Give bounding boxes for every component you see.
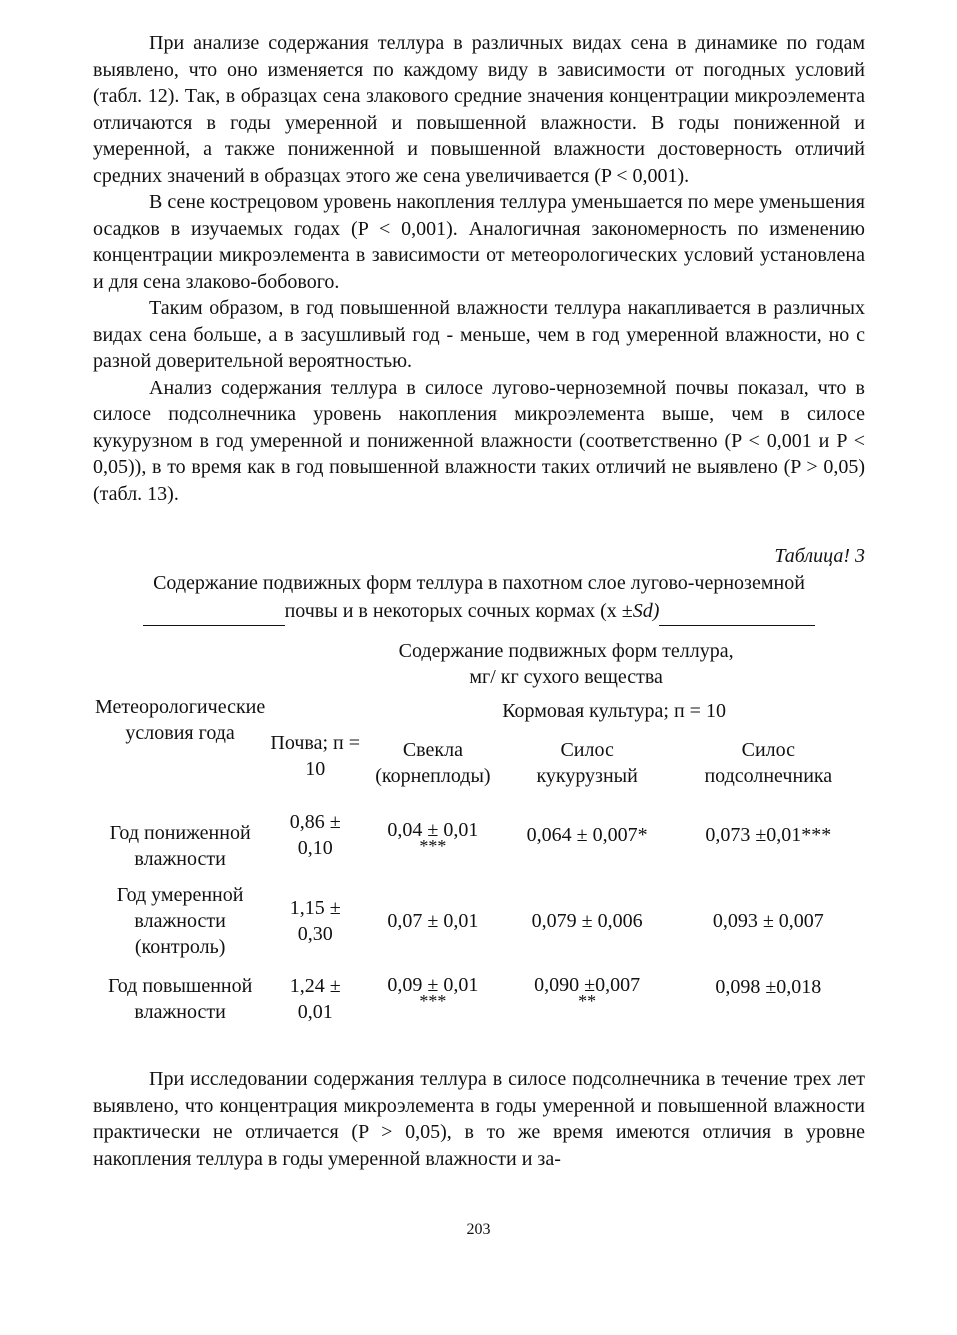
row-1-sunflower: 0,073 ±0,01*** [705, 824, 832, 846]
row-1-corn: 0,064 ± 0,007* [526, 824, 648, 846]
header-corn: Силос кукурузный [536, 739, 638, 787]
row-1-soil: 0,86 ± 0,10 [289, 811, 341, 859]
row-2-soil: 1,15 ± 0,30 [289, 897, 341, 945]
document-page [93, 30, 865, 1172]
table-caption-line-1: Содержание подвижных форм теллура в пахотном слое лугово-черноземной [153, 572, 805, 594]
row-3-beet-value: 0,09 ± 0,01 [387, 974, 479, 996]
row-3-condition: Год повышенной влажности [107, 975, 253, 1023]
header-conditions: Метеорологические условия года [95, 696, 266, 744]
caption-line-2-text: почвы и в некоторых сочных кормах (х ± [284, 600, 633, 622]
row-3-beet [363, 968, 502, 1030]
header-beet: Свекла (корнеплоды) [375, 739, 491, 787]
row-2-condition: Год умеренной влажности (контроль) [116, 884, 244, 958]
caption-rule-right [659, 597, 815, 626]
paragraph-3: Таким образом, в год повышенной влажности теллура накапливается в различных видах сена больше, а в засушливый год - меньше, чем в год умеренной влажности, но с разной доверительной вероятностью. [93, 297, 865, 372]
row-3-sunflower: 0,098 ±0,018 [715, 976, 822, 998]
caption-line-2-sd: Sd) [632, 600, 660, 622]
row-3-corn-value: 0,090 ±0,007 [534, 974, 641, 996]
header-content-group: Содержание подвижных форм теллура, мг/ кг сухого вещества [398, 640, 734, 688]
table-number: Таблица! 3 [774, 545, 865, 567]
header-crop-group: Кормовая культура; п = 10 [502, 700, 726, 722]
paragraph-4: Анализ содержания теллура в силосе лугово-черноземной почвы показал, что в силосе подсолнечника уровень накопления микроэлемента выше, чем в силосе кукурузном в год умеренной и пониженной влажности (соответственно (P < 0,001 и P < 0,05)), в то время как в год повышенной влажности таких отличий не выявлено (P > 0,05) (табл. 13). [93, 376, 865, 505]
table-row [93, 968, 865, 1030]
row-1-condition: Год пониженной влажности [109, 822, 251, 870]
row-2-beet: 0,07 ± 0,01 [387, 910, 479, 932]
table-row [93, 874, 865, 968]
row-3-soil: 1,24 ± 0,01 [289, 975, 341, 1023]
table-caption-line-2 [93, 597, 865, 626]
row-1-beet [363, 796, 502, 874]
row-3-beet-mark: *** [419, 991, 447, 1011]
row-3-corn [503, 968, 672, 1030]
row-3-corn-mark: ** [578, 991, 597, 1011]
header-sunflower: Силос подсолнечника [704, 739, 833, 787]
row-1-beet-mark: *** [419, 836, 447, 856]
row-2-corn: 0,079 ± 0,006 [531, 910, 643, 932]
row-1-beet-value: 0,04 ± 0,01 [387, 819, 479, 841]
paragraph-1: При анализе содержания теллура в различных видах сена в динамике по годам выявлено, что оно изменяется по каждому виду в зависимости от погодных условий (табл. 12). Так, в образцах сена злакового средние значения концентрации микроэлемента отличаются в годы умеренной и повышенной влажности. В годы пониженной и умеренной, а также пониженной и повышенной влажности достоверность отличий средних значений в образцах этого же сена увеличивается (P < 0,001). [93, 32, 865, 187]
header-soil: Почва; п = 10 [270, 732, 360, 780]
tellurium-table [93, 636, 865, 1030]
caption-rule-left [143, 597, 285, 626]
page-number: 203 [466, 1221, 491, 1238]
paragraph-2: В сене кострецовом уровень накопления теллура уменьшается по мере уменьшения осадков в изучаемых годах (P < 0,001). Аналогичная закономерность по изменению концентрации микроэлемента в зависимости от метеорологических условий установлена и для сена злаково-бобового. [93, 191, 865, 293]
table-row [93, 796, 865, 874]
paragraph-5: При исследовании содержания теллура в силосе подсолнечника в течение трех лет выявлено, что концентрация микроэлемента в годы умеренной и повышенной влажности практически не отличается (P > 0,05), в то же время имеются отличия в уровне накопления теллура в годы умеренной влажности и за- [93, 1068, 865, 1170]
row-2-sunflower: 0,093 ± 0,007 [712, 910, 824, 932]
